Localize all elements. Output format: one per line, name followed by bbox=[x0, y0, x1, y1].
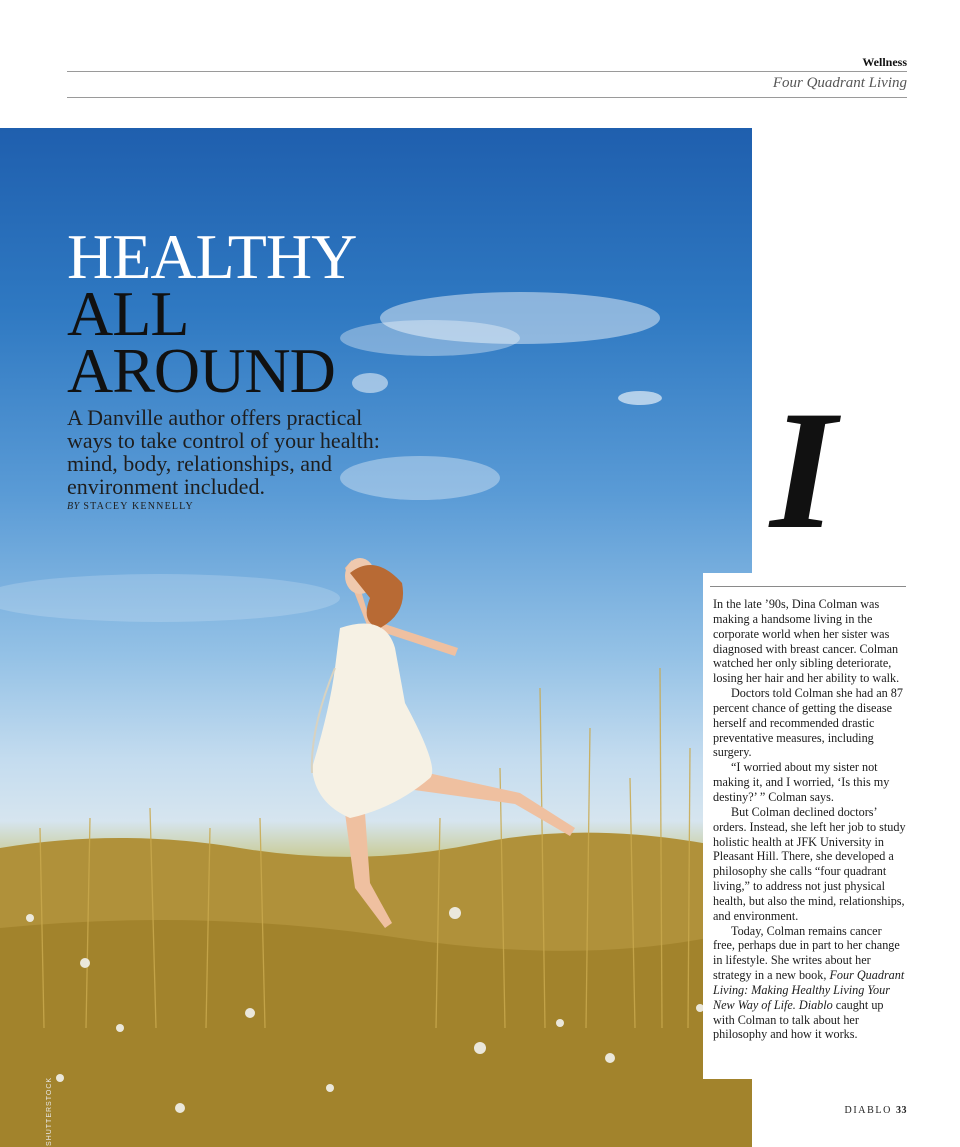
body-paragraph: “I worried about my sister not making it, and I worried, ‘Is this my destiny?’ ” Colman says. bbox=[713, 760, 890, 804]
book-title: Four Quadrant Living: Making Healthy Living Your New Way of Life. bbox=[713, 968, 905, 1012]
folio-magazine: DIABLO bbox=[844, 1105, 892, 1116]
folio-page-number: 33 bbox=[896, 1105, 907, 1116]
body-text-run: caught up with Colman to talk about her philosophy and how it works. bbox=[713, 997, 884, 1042]
section-label: Wellness bbox=[862, 55, 907, 69]
byline bbox=[67, 501, 194, 512]
magazine-name: Diablo bbox=[798, 997, 833, 1012]
headline bbox=[67, 221, 357, 406]
body-paragraph bbox=[713, 924, 906, 1043]
headline-line-2: ALL bbox=[67, 278, 189, 349]
cloud bbox=[618, 391, 662, 405]
department-subtitle: Four Quadrant Living bbox=[772, 75, 907, 91]
headline-line-3: AROUND bbox=[67, 335, 335, 406]
body-paragraph: In the late ’90s, Dina Colman was making a handsome living in the corporate world when her sister was diagnosed with breast cancer. Colman watched her only sibling deteriorate, losing her hair and her ability to walk. bbox=[713, 597, 900, 686]
article-body bbox=[713, 597, 906, 1042]
photo-credit: SHUTTERSTOCK bbox=[46, 1076, 53, 1146]
cloud bbox=[340, 320, 520, 356]
cloud bbox=[352, 373, 388, 393]
body-text-run: Today, Colman remains cancer free, perhaps due in part to her change in lifestyle. She writes about her strategy in a new book, bbox=[713, 923, 900, 983]
dek: A Danville author offers practical ways to take control of your health: mind, body, relationships, and environment included. bbox=[67, 405, 380, 499]
drop-cap: I bbox=[770, 376, 837, 564]
body-paragraph: But Colman declined doctors’ orders. Instead, she left her job to study holistic health at JFK University in Pleasant Hill. There, she developed a philosophy she calls “four quadrant living,” to address not just physical health, but also the mind, relationships, and environment. bbox=[713, 804, 906, 923]
byline-prefix: BY bbox=[67, 501, 80, 512]
folio bbox=[845, 1105, 907, 1116]
body-paragraph: Doctors told Colman she had an 87 percent chance of getting the disease herself and recommended drastic preventative measures, including surgery. bbox=[713, 686, 903, 760]
body-rule bbox=[710, 586, 906, 587]
header-rule-bottom bbox=[67, 97, 907, 98]
grass-shade bbox=[0, 920, 752, 1147]
cloud bbox=[0, 574, 340, 622]
byline-author: STACEY KENNELLY bbox=[83, 501, 194, 512]
headline-line-1: HEALTHY bbox=[67, 221, 357, 292]
header-rule-top bbox=[67, 71, 907, 72]
